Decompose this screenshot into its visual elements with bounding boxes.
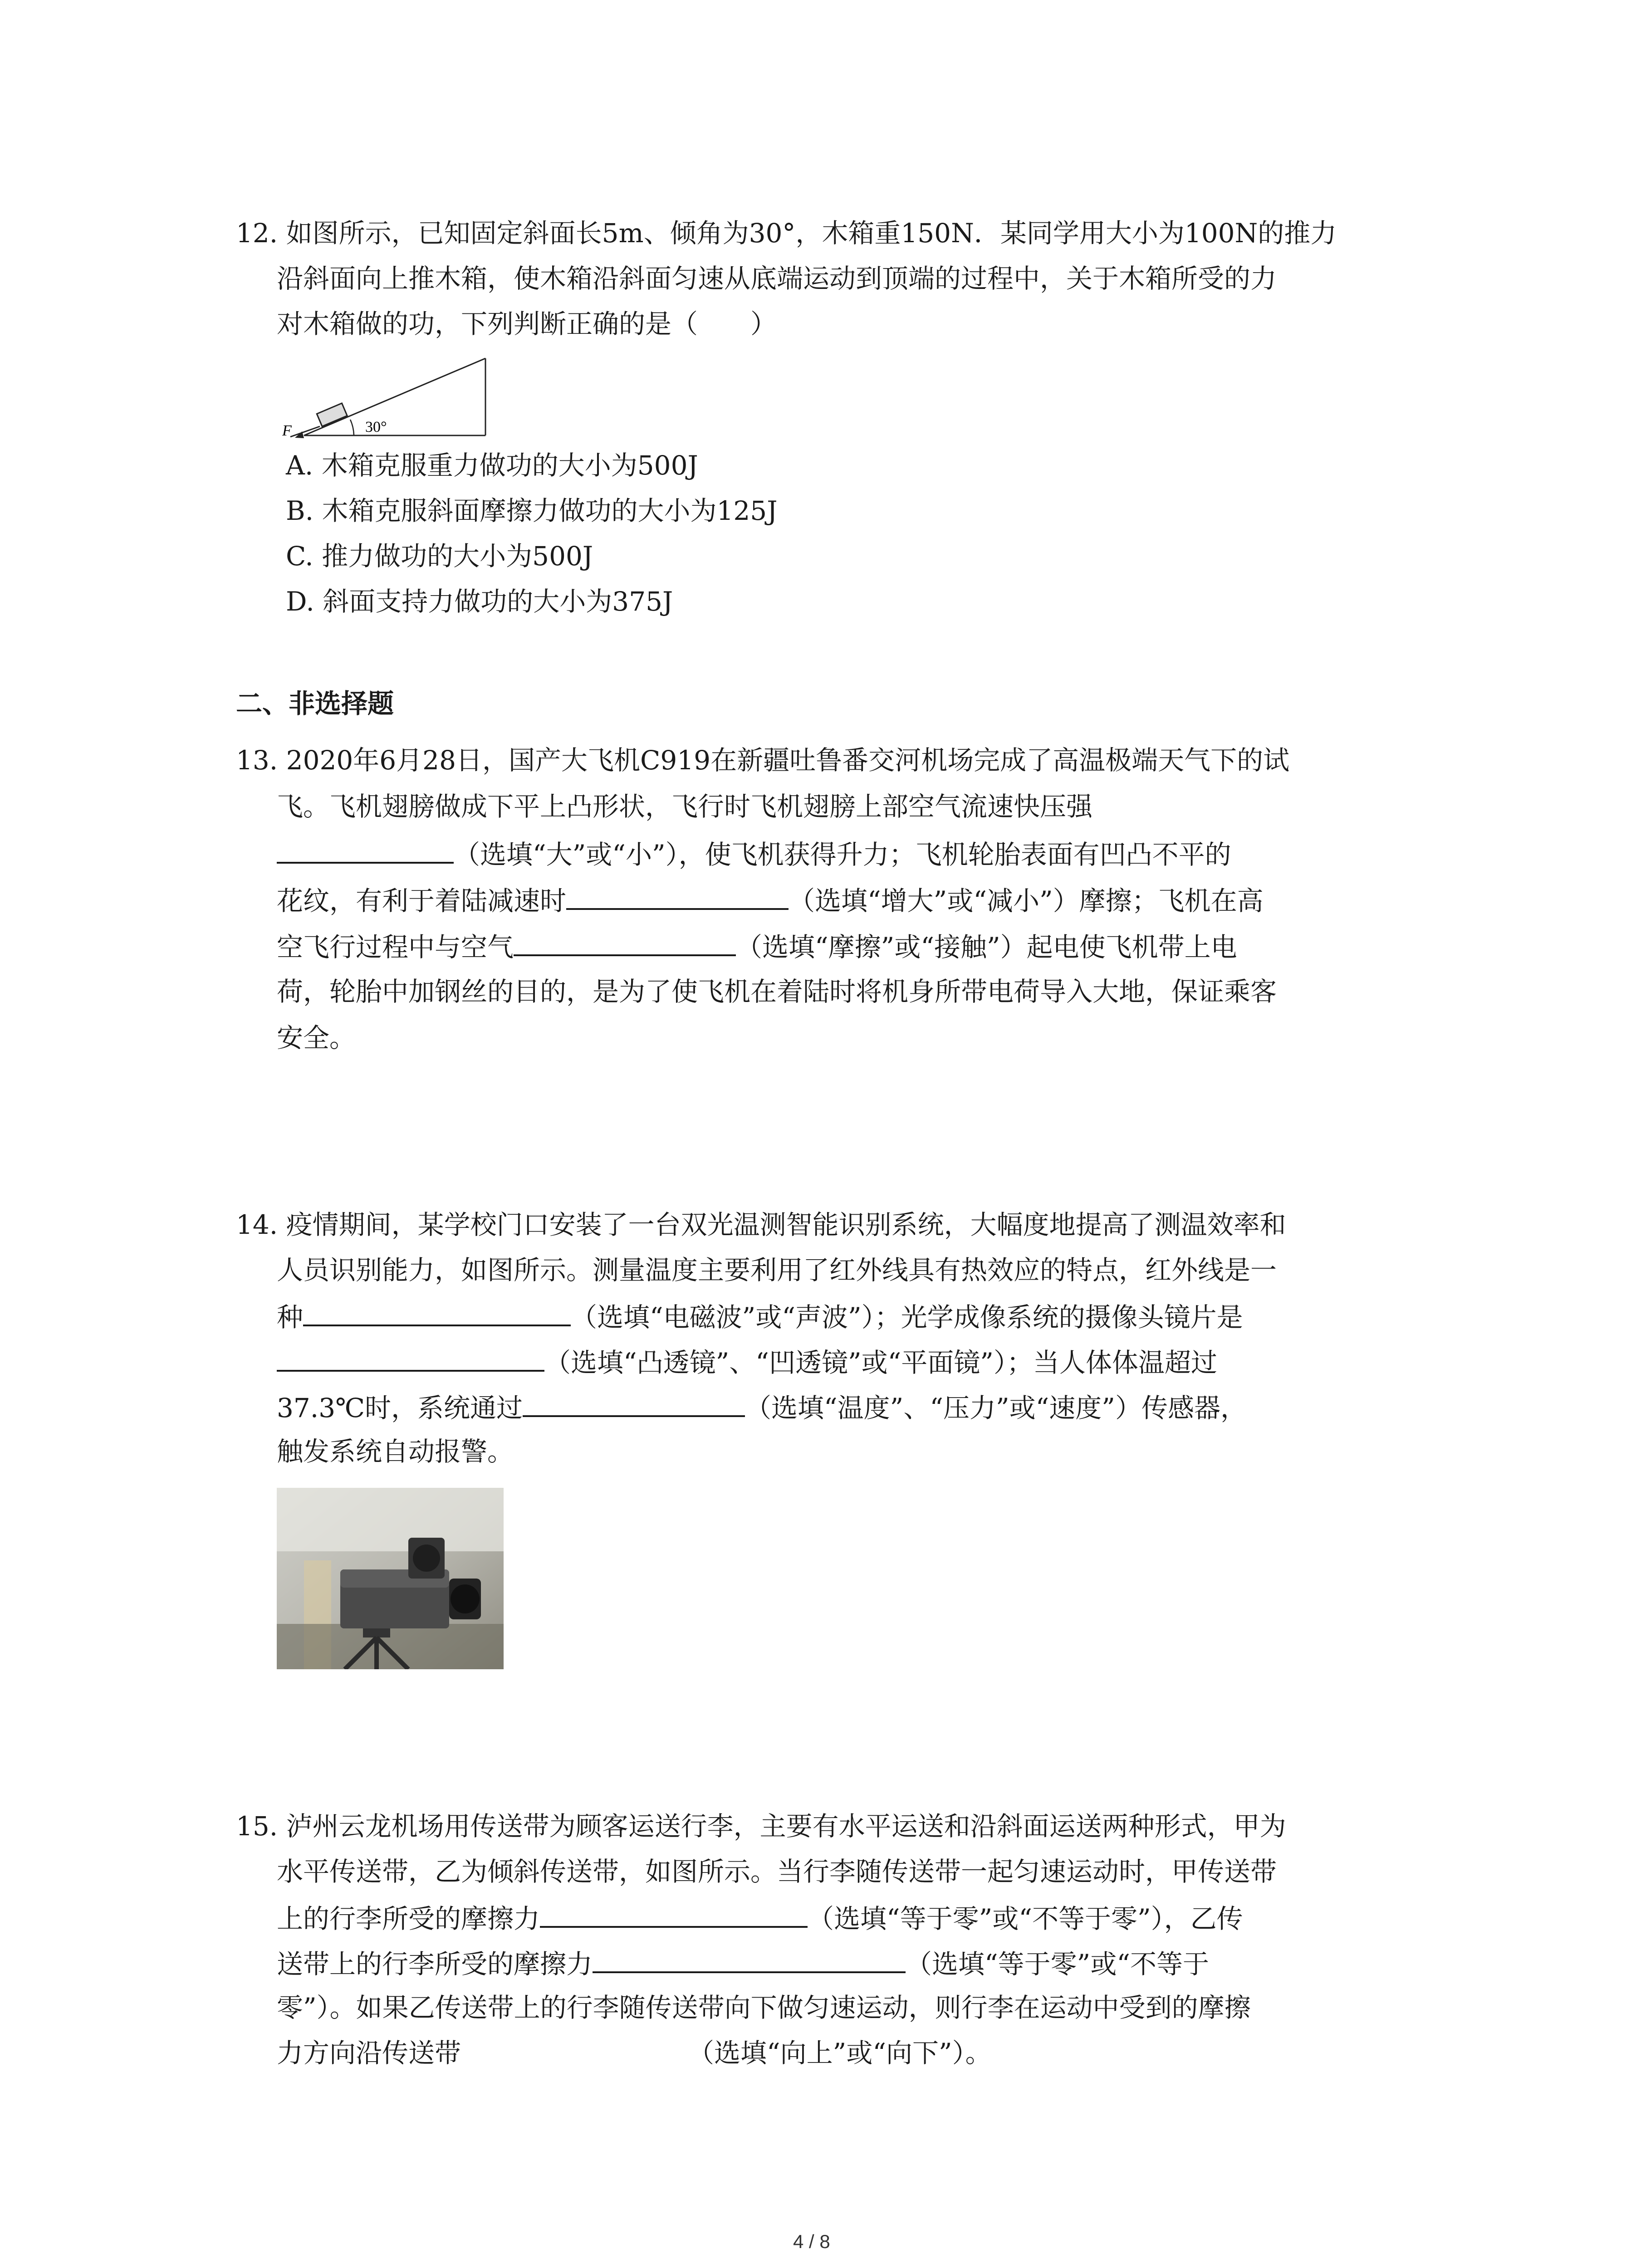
section-title: 二、非选择题	[236, 688, 394, 719]
incline-figure	[277, 354, 490, 440]
answer-blank-3[interactable]	[514, 929, 736, 956]
q15-line-3	[277, 1901, 1243, 1935]
q13-line-7: 安全。	[277, 1022, 356, 1053]
q12-option-c: C. 推力做功的大小为500J	[286, 541, 593, 572]
page-number: 4 / 8	[793, 2231, 830, 2252]
q14-line-3-text-a: 种	[277, 1302, 304, 1333]
wooden-box	[317, 403, 347, 426]
q15-line-3-text-b: （选填“等于零”或“不等于零”），乙传	[808, 1903, 1243, 1934]
q14-line-3-text-b: （选填“电磁波”或“声波”）；光学成像系统的摄像头镜片是	[571, 1302, 1243, 1333]
answer-blank-6[interactable]	[523, 1390, 745, 1417]
q15-line-2: 水平传送带，乙为倾斜传送带，如图所示。当行李随传送带一起匀速运动时，甲传送带	[277, 1856, 1277, 1887]
q13-line-2: 飞。飞机翅膀做成下平上凸形状，飞行时飞机翅膀上部空气流速快压强	[277, 791, 1093, 822]
q14-line-1: 14. 疫情期间，某学校门口安装了一台双光温测智能识别系统，大幅度地提高了测温效率和	[236, 1209, 1286, 1240]
angle-label: 30°	[365, 419, 387, 435]
q15-line-6-text-b: （选填“向上”或“向下”）。	[688, 2038, 992, 2068]
q13-line-5-text-a: 空飞行过程中与空气	[277, 932, 514, 963]
q13-line-1: 13. 2020年6月28日，国产大飞机C919在新疆吐鲁番交河机场完成了高温极端天气下的试	[236, 745, 1290, 776]
q14-line-2: 人员识别能力，如图所示。测量温度主要利用了红外线具有热效应的特点，红外线是一	[277, 1255, 1277, 1286]
q15-line-5: 零”）。如果乙传送带上的行李随传送带向下做匀速运动，则行李在运动中受到的摩擦	[277, 1992, 1251, 2023]
q13-line-4-text-a: 花纹，有利于着陆减速时	[277, 885, 567, 916]
q14-line-5-text-a: 37.3℃时，系统通过	[277, 1393, 523, 1423]
q12-option-a: A. 木箱克服重力做功的大小为500J	[286, 450, 698, 481]
q13-line-5-text-b: （选填“摩擦”或“接触”）起电使飞机带上电	[736, 932, 1237, 963]
q14-line-4	[277, 1344, 1217, 1379]
answer-blank-8[interactable]	[593, 1946, 906, 1973]
temperature-camera-photo	[277, 1488, 504, 1669]
q12-line-2: 沿斜面向上推木箱，使木箱沿斜面匀速从底端运动到顶端的过程中，关于木箱所受的力	[277, 263, 1277, 294]
answer-blank-4[interactable]	[303, 1299, 571, 1326]
q15-line-3-text-a: 上的行李所受的摩擦力	[277, 1903, 540, 1934]
q14-line-3	[277, 1299, 1243, 1334]
q14-line-5-text-b: （选填“温度”、“压力”或“速度”）传感器，	[745, 1393, 1247, 1423]
q12-line-1: 12. 如图所示，已知固定斜面长5m、倾角为30°，木箱重150N．某同学用大小为100N的推力	[236, 218, 1337, 249]
answer-blank-7[interactable]	[540, 1901, 808, 1928]
q12-option-b: B. 木箱克服斜面摩擦力做功的大小为125J	[286, 495, 778, 526]
force-label: F	[282, 422, 292, 439]
q12-option-d: D. 斜面支持力做功的大小为375J	[286, 586, 673, 617]
q15-line-6	[277, 2037, 992, 2069]
q12-line-3: 对木箱做的功，下列判断正确的是（ ）	[277, 308, 777, 339]
q14-line-6: 触发系统自动报警。	[277, 1436, 514, 1467]
q14-line-4-text: （选填“凸透镜”、“凹透镜”或“平面镜”）；当人体体温超过	[544, 1347, 1217, 1378]
answer-blank-1[interactable]	[277, 836, 454, 864]
q13-line-6: 荷，轮胎中加钢丝的目的，是为了使飞机在着陆时将机身所带电荷导入大地，保证乘客	[277, 976, 1277, 1007]
answer-blank-2[interactable]	[566, 883, 789, 910]
q13-line-5	[277, 929, 1237, 963]
q13-line-4-text-b: （选填“增大”或“减小”）摩擦；飞机在高	[789, 885, 1264, 916]
q13-line-4	[277, 883, 1264, 917]
q15-line-4-text-a: 送带上的行李所受的摩擦力	[277, 1949, 593, 1980]
q15-line-6-text-a: 力方向沿传送带	[277, 2038, 461, 2068]
answer-blank-5[interactable]	[277, 1344, 544, 1372]
q13-line-3-text: （选填“大”或“小”），使飞机获得升力；飞机轮胎表面有凹凸不平的	[454, 839, 1231, 870]
q15-line-4	[277, 1946, 1209, 1980]
q15-line-1: 15. 泸州云龙机场用传送带为顾客运送行李，主要有水平运送和沿斜面运送两种形式，甲为	[236, 1811, 1286, 1842]
q15-line-4-text-b: （选填“等于零”或“不等于	[906, 1949, 1209, 1980]
q14-line-5	[277, 1390, 1247, 1424]
q13-line-3	[277, 836, 1231, 871]
